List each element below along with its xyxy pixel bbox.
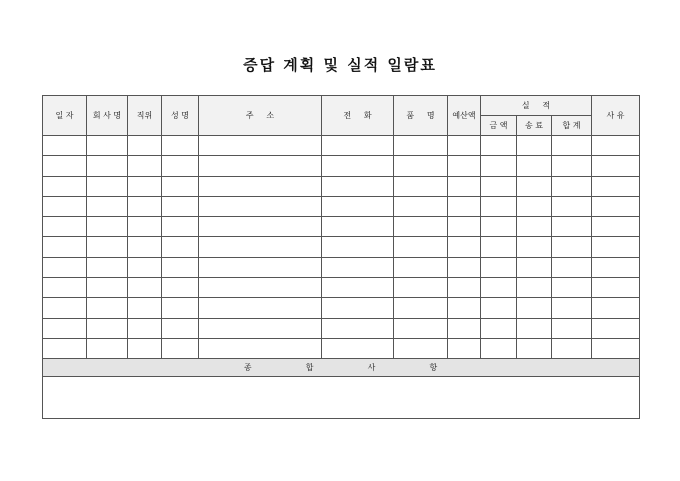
cell-phone[interactable]: [322, 196, 394, 216]
cell-budget[interactable]: [448, 217, 481, 237]
cell-phone[interactable]: [322, 257, 394, 277]
cell-shipping[interactable]: [517, 257, 552, 277]
summary-content-cell[interactable]: [43, 377, 640, 419]
cell-total[interactable]: [552, 237, 592, 257]
header-item: 품 명: [394, 96, 448, 136]
cell-position[interactable]: [128, 196, 162, 216]
cell-phone[interactable]: [322, 298, 394, 318]
cell-budget[interactable]: [448, 196, 481, 216]
cell-address[interactable]: [199, 338, 322, 358]
cell-amount[interactable]: [481, 257, 517, 277]
cell-reason[interactable]: [592, 298, 640, 318]
table-row: [43, 257, 640, 277]
cell-phone[interactable]: [322, 176, 394, 196]
cell-total[interactable]: [552, 196, 592, 216]
cell-date[interactable]: [43, 278, 87, 298]
cell-reason[interactable]: [592, 257, 640, 277]
cell-address[interactable]: [199, 176, 322, 196]
cell-total[interactable]: [552, 338, 592, 358]
cell-amount[interactable]: [481, 298, 517, 318]
table-row: [43, 156, 640, 176]
cell-reason[interactable]: [592, 338, 640, 358]
cell-item[interactable]: [394, 217, 448, 237]
cell-date[interactable]: [43, 257, 87, 277]
plan-results-table: [42, 95, 640, 419]
cell-budget[interactable]: [448, 136, 481, 156]
cell-budget[interactable]: [448, 338, 481, 358]
cell-shipping[interactable]: [517, 176, 552, 196]
cell-address[interactable]: [199, 196, 322, 216]
cell-position[interactable]: [128, 156, 162, 176]
cell-date[interactable]: [43, 318, 87, 338]
cell-date[interactable]: [43, 196, 87, 216]
cell-company[interactable]: [87, 176, 128, 196]
cell-budget[interactable]: [448, 257, 481, 277]
table-row: [43, 278, 640, 298]
header-actual: 실 적: [481, 96, 592, 116]
header-address: 주 소: [199, 96, 322, 136]
table-row: [43, 298, 640, 318]
cell-item[interactable]: [394, 136, 448, 156]
cell-position[interactable]: [128, 318, 162, 338]
cell-reason[interactable]: [592, 136, 640, 156]
cell-position[interactable]: [128, 278, 162, 298]
cell-name[interactable]: [162, 278, 199, 298]
cell-company[interactable]: [87, 318, 128, 338]
cell-name[interactable]: [162, 318, 199, 338]
cell-address[interactable]: [199, 278, 322, 298]
cell-total[interactable]: [552, 278, 592, 298]
cell-position[interactable]: [128, 338, 162, 358]
cell-address[interactable]: [199, 257, 322, 277]
cell-date[interactable]: [43, 156, 87, 176]
cell-budget[interactable]: [448, 156, 481, 176]
cell-total[interactable]: [552, 257, 592, 277]
cell-shipping[interactable]: [517, 278, 552, 298]
cell-phone[interactable]: [322, 278, 394, 298]
cell-position[interactable]: [128, 136, 162, 156]
cell-budget[interactable]: [448, 176, 481, 196]
cell-address[interactable]: [199, 217, 322, 237]
cell-date[interactable]: [43, 136, 87, 156]
cell-phone[interactable]: [322, 136, 394, 156]
cell-company[interactable]: [87, 217, 128, 237]
cell-date[interactable]: [43, 338, 87, 358]
cell-position[interactable]: [128, 237, 162, 257]
cell-budget[interactable]: [448, 318, 481, 338]
table-row: [43, 318, 640, 338]
cell-item[interactable]: [394, 318, 448, 338]
header-date: 일 자: [43, 96, 87, 136]
table-row: [43, 338, 640, 358]
cell-company[interactable]: [87, 257, 128, 277]
cell-shipping[interactable]: [517, 318, 552, 338]
cell-name[interactable]: [162, 196, 199, 216]
cell-reason[interactable]: [592, 278, 640, 298]
header-actual-total: 합 계: [552, 116, 592, 136]
cell-amount[interactable]: [481, 136, 517, 156]
cell-shipping[interactable]: [517, 156, 552, 176]
table-body: [43, 136, 640, 359]
cell-total[interactable]: [552, 217, 592, 237]
cell-total[interactable]: [552, 318, 592, 338]
cell-item[interactable]: [394, 257, 448, 277]
header-actual-shipping: 송 료: [517, 116, 552, 136]
cell-date[interactable]: [43, 176, 87, 196]
cell-name[interactable]: [162, 176, 199, 196]
cell-position[interactable]: [128, 298, 162, 318]
cell-address[interactable]: [199, 298, 322, 318]
table-row: [43, 176, 640, 196]
cell-budget[interactable]: [448, 298, 481, 318]
header-phone: 전 화: [322, 96, 394, 136]
cell-item[interactable]: [394, 176, 448, 196]
cell-shipping[interactable]: [517, 338, 552, 358]
cell-shipping[interactable]: [517, 298, 552, 318]
cell-address[interactable]: [199, 237, 322, 257]
table-row: [43, 136, 640, 156]
cell-company[interactable]: [87, 136, 128, 156]
cell-amount[interactable]: [481, 318, 517, 338]
cell-reason[interactable]: [592, 176, 640, 196]
cell-total[interactable]: [552, 136, 592, 156]
cell-date[interactable]: [43, 298, 87, 318]
cell-total[interactable]: [552, 176, 592, 196]
cell-amount[interactable]: [481, 217, 517, 237]
cell-reason[interactable]: [592, 156, 640, 176]
cell-reason[interactable]: [592, 217, 640, 237]
page-title: 증답 계획 및 실적 일람표: [243, 56, 437, 74]
cell-company[interactable]: [87, 237, 128, 257]
cell-amount[interactable]: [481, 338, 517, 358]
cell-name[interactable]: [162, 257, 199, 277]
cell-position[interactable]: [128, 217, 162, 237]
header-budget: 예산액: [448, 96, 481, 136]
cell-shipping[interactable]: [517, 136, 552, 156]
cell-amount[interactable]: [481, 156, 517, 176]
cell-total[interactable]: [552, 156, 592, 176]
cell-position[interactable]: [128, 257, 162, 277]
header-reason: 사 유: [592, 96, 640, 136]
cell-name[interactable]: [162, 338, 199, 358]
cell-shipping[interactable]: [517, 237, 552, 257]
cell-shipping[interactable]: [517, 217, 552, 237]
cell-item[interactable]: [394, 298, 448, 318]
cell-phone[interactable]: [322, 156, 394, 176]
summary-header: 종 합 사 항: [43, 359, 640, 377]
cell-name[interactable]: [162, 237, 199, 257]
table-row: [43, 217, 640, 237]
cell-item[interactable]: [394, 338, 448, 358]
cell-date[interactable]: [43, 217, 87, 237]
cell-date[interactable]: [43, 237, 87, 257]
cell-amount[interactable]: [481, 176, 517, 196]
header-position: 직위: [128, 96, 162, 136]
cell-company[interactable]: [87, 196, 128, 216]
header-name: 성 명: [162, 96, 199, 136]
cell-budget[interactable]: [448, 237, 481, 257]
cell-name[interactable]: [162, 136, 199, 156]
cell-amount[interactable]: [481, 237, 517, 257]
cell-phone[interactable]: [322, 338, 394, 358]
cell-address[interactable]: [199, 156, 322, 176]
cell-budget[interactable]: [448, 278, 481, 298]
cell-name[interactable]: [162, 156, 199, 176]
cell-shipping[interactable]: [517, 196, 552, 216]
cell-item[interactable]: [394, 156, 448, 176]
cell-position[interactable]: [128, 176, 162, 196]
cell-company[interactable]: [87, 298, 128, 318]
cell-item[interactable]: [394, 278, 448, 298]
cell-name[interactable]: [162, 298, 199, 318]
header-company: 회 사 명: [87, 96, 128, 136]
cell-item[interactable]: [394, 196, 448, 216]
cell-company[interactable]: [87, 338, 128, 358]
cell-amount[interactable]: [481, 278, 517, 298]
cell-address[interactable]: [199, 318, 322, 338]
cell-reason[interactable]: [592, 318, 640, 338]
cell-reason[interactable]: [592, 196, 640, 216]
cell-item[interactable]: [394, 237, 448, 257]
cell-company[interactable]: [87, 156, 128, 176]
cell-name[interactable]: [162, 217, 199, 237]
cell-phone[interactable]: [322, 237, 394, 257]
cell-reason[interactable]: [592, 237, 640, 257]
cell-amount[interactable]: [481, 196, 517, 216]
cell-phone[interactable]: [322, 217, 394, 237]
cell-phone[interactable]: [322, 318, 394, 338]
cell-address[interactable]: [199, 136, 322, 156]
table-row: [43, 196, 640, 216]
table-row: [43, 237, 640, 257]
header-actual-amount: 금 액: [481, 116, 517, 136]
cell-total[interactable]: [552, 298, 592, 318]
cell-company[interactable]: [87, 278, 128, 298]
